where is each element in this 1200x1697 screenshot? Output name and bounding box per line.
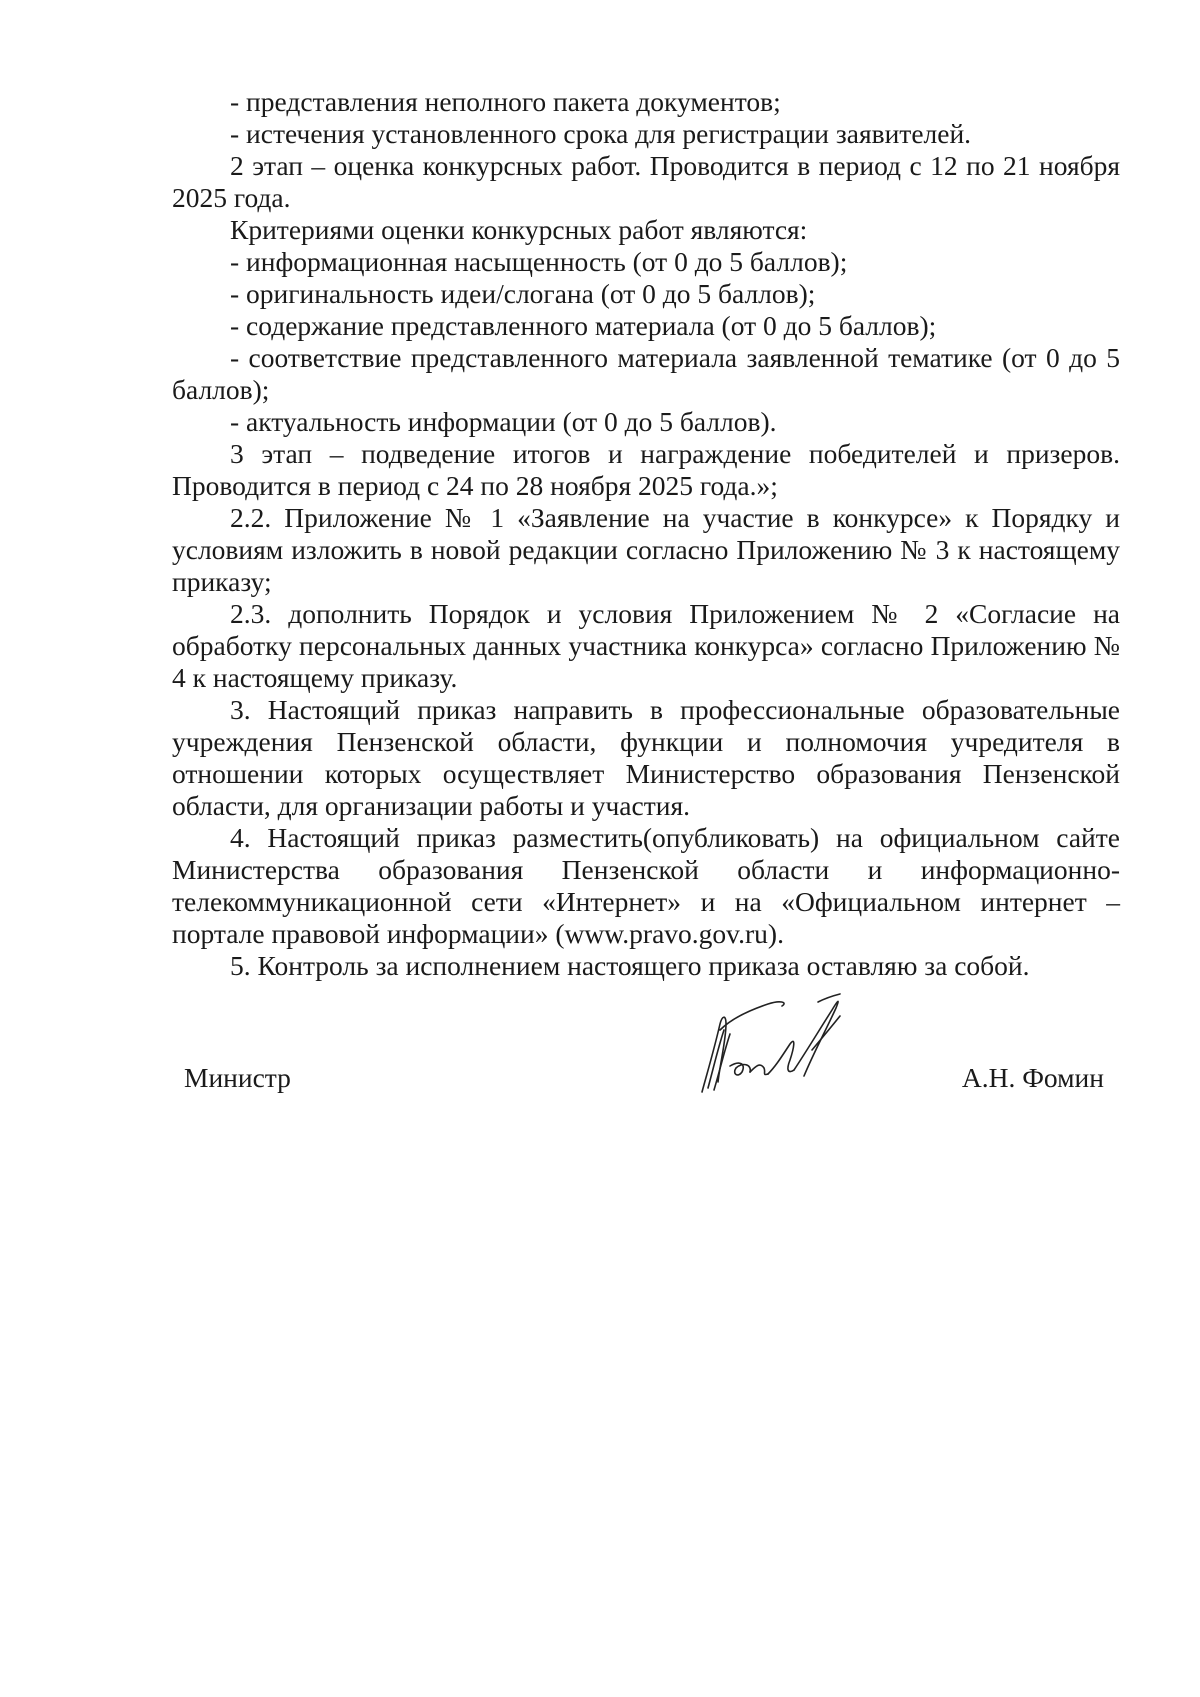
signer-title: Министр [184, 1062, 291, 1093]
paragraph: - содержание представленного материала (от 0 до 5 баллов); [230, 310, 937, 341]
paragraph: - актуальность информации (от 0 до 5 баллов). [230, 406, 777, 437]
paragraph: - соответствие представленного материала заявленной тематике (от 0 до 5 баллов); [172, 342, 1120, 405]
paragraph: - истечения установленного срока для регистрации заявителей. [230, 118, 972, 149]
paragraph: - оригинальность идеи/слогана (от 0 до 5 баллов); [230, 278, 816, 309]
paragraph: 3 этап – подведение итогов и награждение победителей и призеров. Проводится в период с 24 по 28 ноября 2025 года.»; [172, 438, 1120, 501]
document-body [172, 86, 1120, 982]
paragraph: - представления неполного пакета документов; [230, 86, 781, 117]
paragraph: 4. Настоящий приказ разместить(опубликовать) на официальном сайте Министерства образования Пензенской области и информационно-телекоммуникационной сети «Интернет» и на «Официальном интернет – портале правовой информации» (www.pravo.gov.ru). [172, 822, 1120, 949]
paragraph: 5. Контроль за исполнением настоящего приказа оставляю за собой. [230, 950, 1030, 981]
signer-name: А.Н. Фомин [961, 1062, 1104, 1093]
paragraph: 2.3. дополнить Порядок и условия Приложением № 2 «Согласие на обработку персональных данных участника конкурса» согласно Приложению № 4 к настоящему приказу. [172, 598, 1120, 693]
paragraph: 2.2. Приложение № 1 «Заявление на участие в конкурсе» к Порядку и условиям изложить в новой редакции согласно Приложению № 3 к настоящему приказу; [172, 502, 1120, 597]
paragraph: Критериями оценки конкурсных работ являются: [230, 214, 808, 245]
paragraph: 3. Настоящий приказ направить в профессиональные образовательные учреждения Пензенской области, функции и полномочия учредителя в отношении которых осуществляет Министерство образования Пензенской области, для организации работы и участия. [172, 694, 1120, 821]
paragraph: 2 этап – оценка конкурсных работ. Проводится в период с 12 по 21 ноября 2025 года. [172, 150, 1120, 213]
paragraph: - информационная насыщенность (от 0 до 5 баллов); [230, 246, 848, 277]
signature-block [172, 1060, 1120, 1100]
